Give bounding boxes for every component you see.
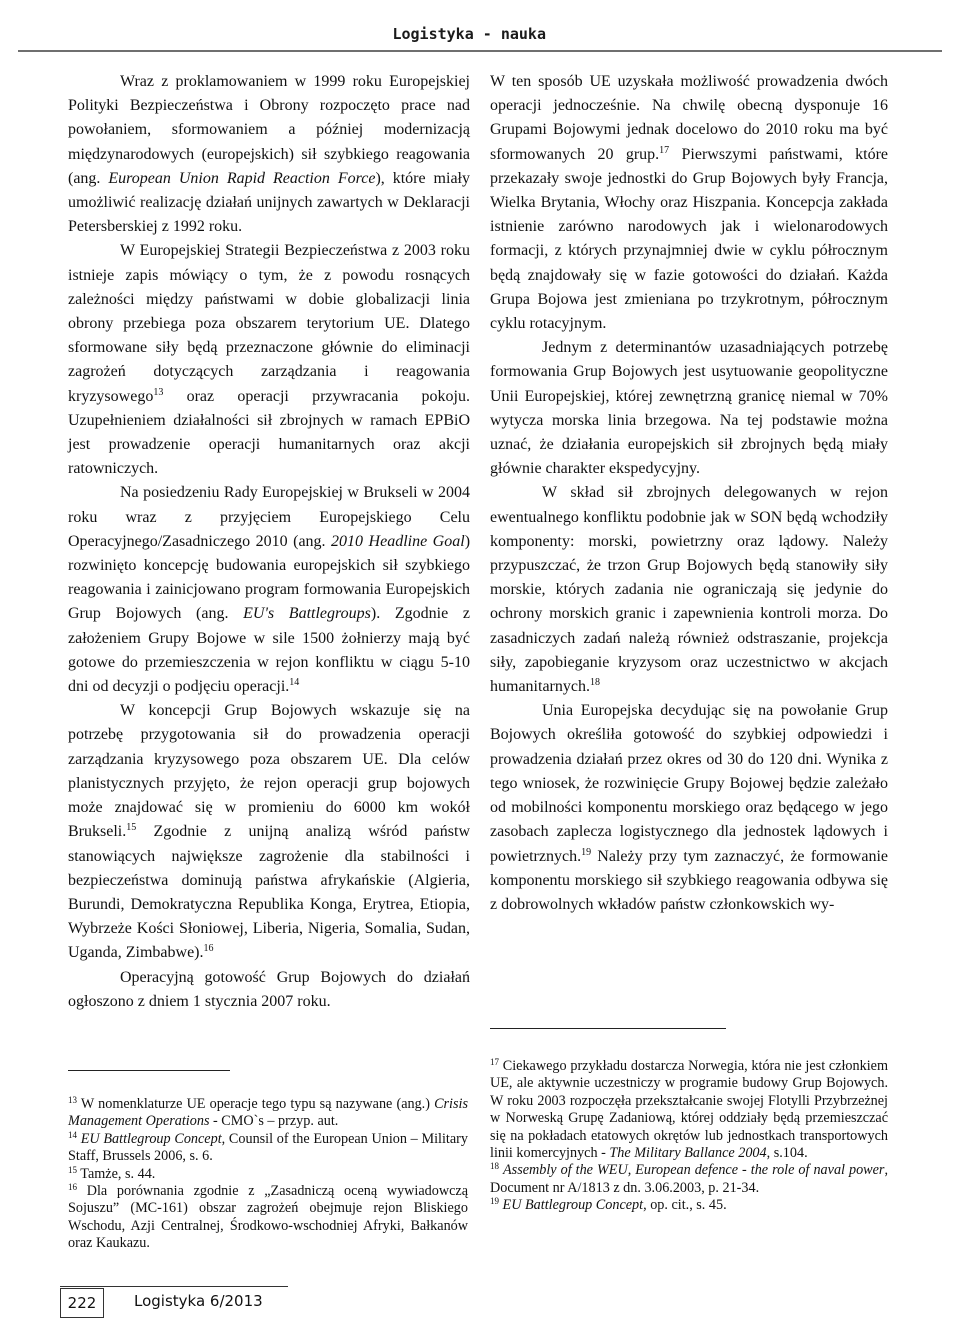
footnote-ref: 14 — [289, 677, 300, 689]
paragraph: Wraz z proklamowaniem w 1999 roku Europejskiej Polityki Bezpieczeństwa i Obrony rozpoczęto prace nad powołaniem, sformowaniem a później modernizacją międzynarodowych (europejskich) sił szybkiego reagowania (ang. European Union Rapid Reaction Force), które miały umożliwić realizację działań unijnych zawartych w Deklaracji Petersberskiej z 1992 roku. — [68, 73, 470, 236]
footnotes-left — [68, 1096, 468, 1253]
footnotes-right — [490, 1058, 888, 1215]
page-footer — [60, 1288, 288, 1320]
footnote: $^{18}$ Assembly of the WEU, European defence - the role of naval power, Document nr A/1813 z dn. 3.06.2003, p. 21-34. — [490, 1161, 889, 1196]
paragraph: W ten sposób UE uzyskała możliwość prowadzenia dwóch operacji jednocześnie. Na chwilę obecną dysponuje 16 Grupami Bojowymi jednak docelowo do 2010 roku ma być sformowanych 20 grup.$^{17}$ Pierwszymi państwami, które przekazały swoje jednostki do Grup Bojowych były Francja, Wielka Brytania, Włochy oraz Hiszpania. Koncepcja zakłada istnienie zarówno narodowych jak i wielonarodowych formacji, z których przynajmniej dwie w cyklu półrocznym będą znajdowały się w fazie gotowości do działań. Każda Grupa Bojowa jest zmieniana po trzykrotnym, półrocznym cyklu rotacyjnym. — [490, 73, 888, 333]
paragraph: W skład sił zbrojnych delegowanych w rejon ewentualnego konfliktu podobnie jak w SON będą wchodziły komponenty: morski, powietrzny oraz lądowy. Należy przypuszczać, że trzon Grup Bojowych będą stanowiły siły morskie, których zadania nie ograniczają się jedynie do ochrony morskich granic i zapewnienia kontroli morza. Do zasadniczych zadań należą również odstraszanie, projekcja siły, zapobieganie kryzysom oraz uczestnictwo w akcjach humanitarnych.$^{18}$ — [490, 484, 888, 696]
footnote-ref: 13 — [153, 386, 164, 398]
paragraph: W Europejskiej Strategii Bezpieczeństwa z 2003 roku istnieje zapis mówiący o tym, że z powodu rosnących zależności między państwami w dobie globalizacji linia obrony przebiega poza obszarem terytorium UE. Dlatego sformowane siły będą przeznaczone głównie do eliminacji zagrożeń dotyczących zarządzania i reagowania kryzysowego$^{13}$ oraz operacji przywracania pokoju. Uzupełnieniem działalności sił zbrojnych w ramach EPBiO jest prowadzenie operacji humanitarnych oraz akcji ratowniczych. — [68, 242, 470, 478]
footnote: $^{17}$ Ciekawego przykładu dostarcza Norwegia, która nie jest członkiem UE, ale aktywnie uczestniczy w programie budowy Grup Bojowych. W roku 2003 rozpoczęła przekształcanie swojej Flotylli Przybrzeżnej w Norweską Grupę Zadaniową, której oddziały będą przemieszczać się na pokładach etatowych okrętów lub jednostkach transportowych linii komercyjnych - The Military Ballance 2004, s.104. — [490, 1057, 888, 1162]
footnote-rule — [490, 1028, 726, 1029]
section-title: Logistyka - nauka — [392, 25, 546, 43]
footnote-ref: 15 — [126, 822, 137, 834]
page-header — [0, 0, 960, 56]
footnote-ref: 18 — [589, 677, 600, 689]
footnote: $^{19}$ EU Battlegroup Concept, op. cit., s. 45. — [490, 1196, 727, 1214]
footnote-ref: 19 — [581, 846, 592, 858]
right-column — [490, 70, 888, 917]
footnote-ref: 17 — [659, 144, 670, 156]
paragraph: Jednym z determinantów uzasadniających potrzebę formowania Grup Bojowych jest usytuowanie geopolityczne Unii Europejskiej, której zewnętrzną granicę niemal w 70% wytycza morska linia brzegowa. Na tej podstawie można uznać, że działania europejskich sił zbrojnych będą miały głównie charakter ekspedycyjny. — [490, 339, 888, 478]
paragraph: Na posiedzeniu Rady Europejskiej w Brukseli w 2004 roku wraz z przyjęciem Europejskiego Celu Operacyjnego/Zasadniczego 2010 (ang. 2010 Headline Goal) rozwinięto koncepcję budowania europejskich sił szybkiego reagowania i zainicjowano program formowania Europejskich Grup Bojowych (ang. EU's Battlegroups). Zgodnie z założeniem Grupy Bojowe w sile 1500 żołnierzy mają być gotowe do przemieszczenia w rejon konfliktu w ciągu 5-10 dni od decyzji o podjęciu operacji.$^{14}$ — [68, 484, 471, 696]
footnote: $^{13}$ W nomenklaturze UE operacje tego typu są nazywane (ang.) Crisis Management Operations - CMO`s – przyp. aut. — [68, 1095, 468, 1130]
footnote-rule — [68, 1070, 230, 1071]
page-number: 222 — [60, 1288, 104, 1318]
paragraph: Unia Europejska decydując się na powołanie Grup Bojowych określiła gotowość do szybkiej odpowiedzi i prowadzenia działań przez okres od 30 do 120 dni. Wynika z tego wniosek, że rozwinięcie Grupy Bojowej będzie zależało od mobilności komponentu morskiego oraz będącego w jego zasobach zaplecza logistycznego dla jednostek lądowych i powietrznych.$^{19}$ Należy przy tym zaznaczyć, że formowanie komponentu morskiego sił szybkiego reagowania odbywa się z dobrowolnych wkładów państw członkowskich wy- — [490, 702, 888, 913]
left-column — [68, 70, 470, 1014]
footnote: $^{14}$ EU Battlegroup Concept, Counsil of the European Union – Military Staff, Brussels 2006, s. 6. — [68, 1129, 468, 1165]
footnote-ref: 16 — [203, 943, 214, 955]
footer-rule — [60, 1286, 288, 1287]
journal-name: Logistyka 6/2013 — [134, 1292, 263, 1310]
footnote: $^{15}$ Tamże, s. 44. — [68, 1164, 156, 1182]
footnote: $^{16}$ Dla porównania zgodnie z „Zasadniczą oceną wywiadowczą Sojuszu” (MC-161) obszar zagrożeń obejmuje rejon Bliskiego Wschodu, Azji Centralnej, Środkowo-wschodniej Afryki, Bałkanów oraz Kaukazu. — [68, 1182, 468, 1252]
paragraph: Operacyjną gotowość Grup Bojowych do działań ogłoszono z dniem 1 stycznia 2007 roku. — [68, 968, 470, 1010]
paragraph: W koncepcji Grup Bojowych wskazuje się na potrzebę przygotowania sił do prowadzenia operacji zarządzania kryzysowego poza obszarem UE. Dla celów planistycznych przyjęto, że rejon operacji grup bojowych może znajdować się w promieniu do 6000 km wokół Brukseli.$^{15}$ Zgodnie z unijną analizą wśród państw stanowiących największe zagrożenie dla stabilności i bezpieczeństwa dominują państwa afrykańskie (Algieria, Burundi, Demokratyczna Republika Konga, Erytrea, Etiopia, Wybrzeże Kości Słoniowej, Liberia, Nigeria, Somalia, Sudan, Uganda, Zimbabwe).$^{16}$ — [68, 702, 470, 962]
header-rule — [18, 50, 942, 52]
